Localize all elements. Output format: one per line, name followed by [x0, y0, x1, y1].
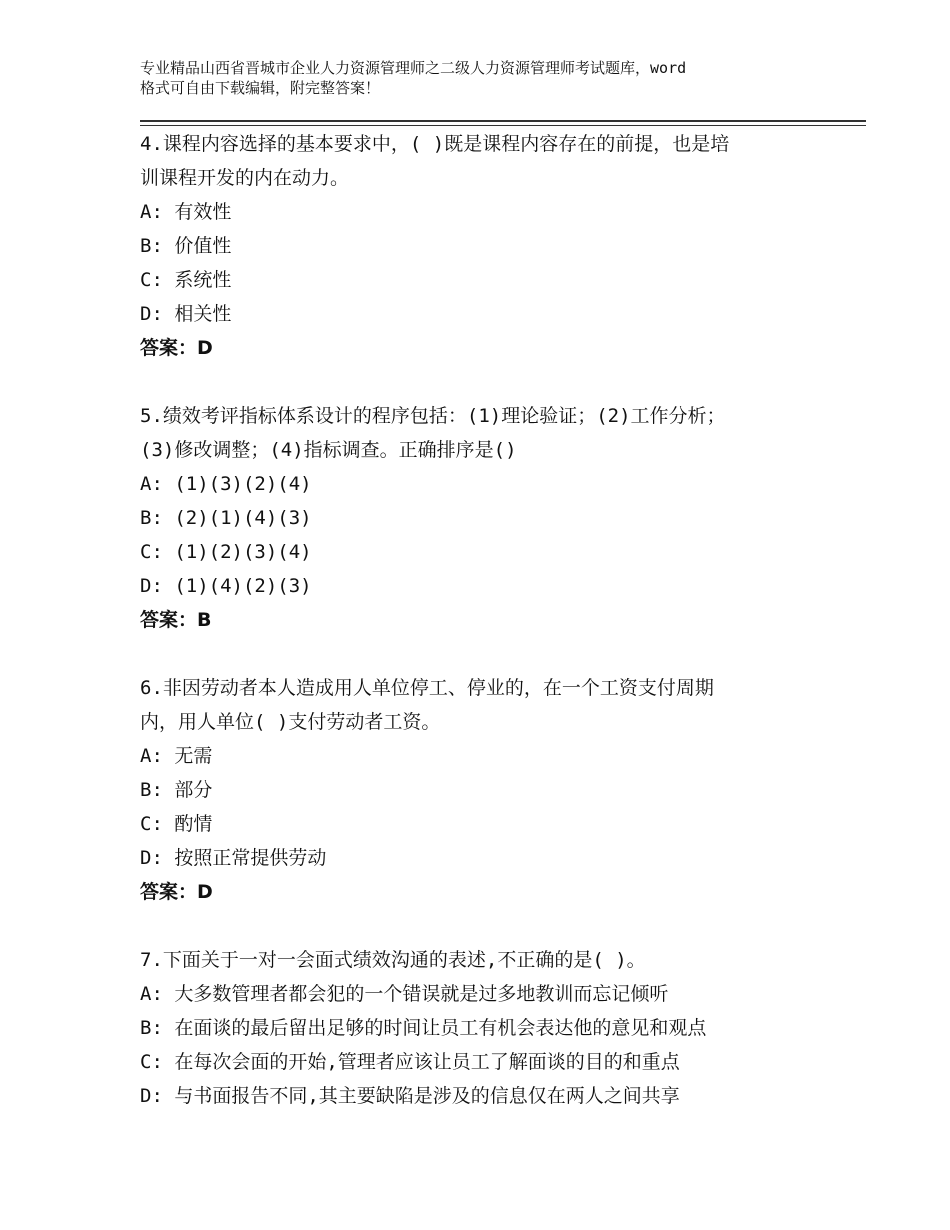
question-5	[140, 399, 840, 637]
question-stem: 4.课程内容选择的基本要求中，( )既是课程内容存在的前提，也是培	[140, 133, 730, 155]
option-d: D: (1)(4)(2)(3)	[140, 575, 312, 597]
header-rule-thin	[140, 125, 866, 126]
question-4	[140, 127, 840, 365]
option-d: D: 按照正常提供劳动	[140, 847, 327, 869]
answer: 答案：D	[140, 881, 213, 903]
option-b: B: 价值性	[140, 235, 232, 257]
question-7	[140, 943, 840, 1113]
option-d: D: 与书面报告不同,其主要缺陷是涉及的信息仅在两人之间共享	[140, 1085, 680, 1107]
answer: 答案：D	[140, 337, 213, 359]
option-c: C: (1)(2)(3)(4)	[140, 541, 312, 563]
option-c: C: 在每次会面的开始,管理者应该让员工了解面谈的目的和重点	[140, 1051, 680, 1073]
header-rule-thick	[140, 120, 866, 122]
header-line-2: 格式可自由下载编辑，附完整答案！	[140, 79, 381, 97]
option-b: B: 部分	[140, 779, 213, 801]
question-stem: 5.绩效考评指标体系设计的程序包括：(1)理论验证；(2)工作分析；	[140, 405, 726, 427]
header-line-1: 专业精品山西省晋城市企业人力资源管理师之二级人力资源管理师考试题库，word	[140, 59, 687, 77]
spacer	[140, 637, 840, 671]
option-a: A: 有效性	[140, 201, 232, 223]
option-b: B: 在面谈的最后留出足够的时间让员工有机会表达他的意见和观点	[140, 1017, 707, 1039]
question-stem: 训课程开发的内在动力。	[140, 167, 350, 189]
option-a: A: 大多数管理者都会犯的一个错误就是过多地教训而忘记倾听	[140, 983, 669, 1005]
document-header	[140, 58, 840, 98]
spacer	[140, 909, 840, 943]
question-stem: 7.下面关于一对一会面式绩效沟通的表述,不正确的是( )。	[140, 949, 646, 971]
option-c: C: 系统性	[140, 269, 232, 291]
question-stem: (3)修改调整；(4)指标调查。正确排序是()	[140, 439, 517, 461]
option-a: A: (1)(3)(2)(4)	[140, 473, 312, 495]
question-list	[140, 127, 840, 1113]
option-d: D: 相关性	[140, 303, 232, 325]
spacer	[140, 365, 840, 399]
question-stem: 6.非因劳动者本人造成用人单位停工、停业的，在一个工资支付周期	[140, 677, 714, 699]
option-b: B: (2)(1)(4)(3)	[140, 507, 312, 529]
option-a: A: 无需	[140, 745, 213, 767]
question-6	[140, 671, 840, 909]
question-stem: 内，用人单位( )支付劳动者工资。	[140, 711, 441, 733]
answer: 答案：B	[140, 609, 212, 631]
option-c: C: 酌情	[140, 813, 213, 835]
